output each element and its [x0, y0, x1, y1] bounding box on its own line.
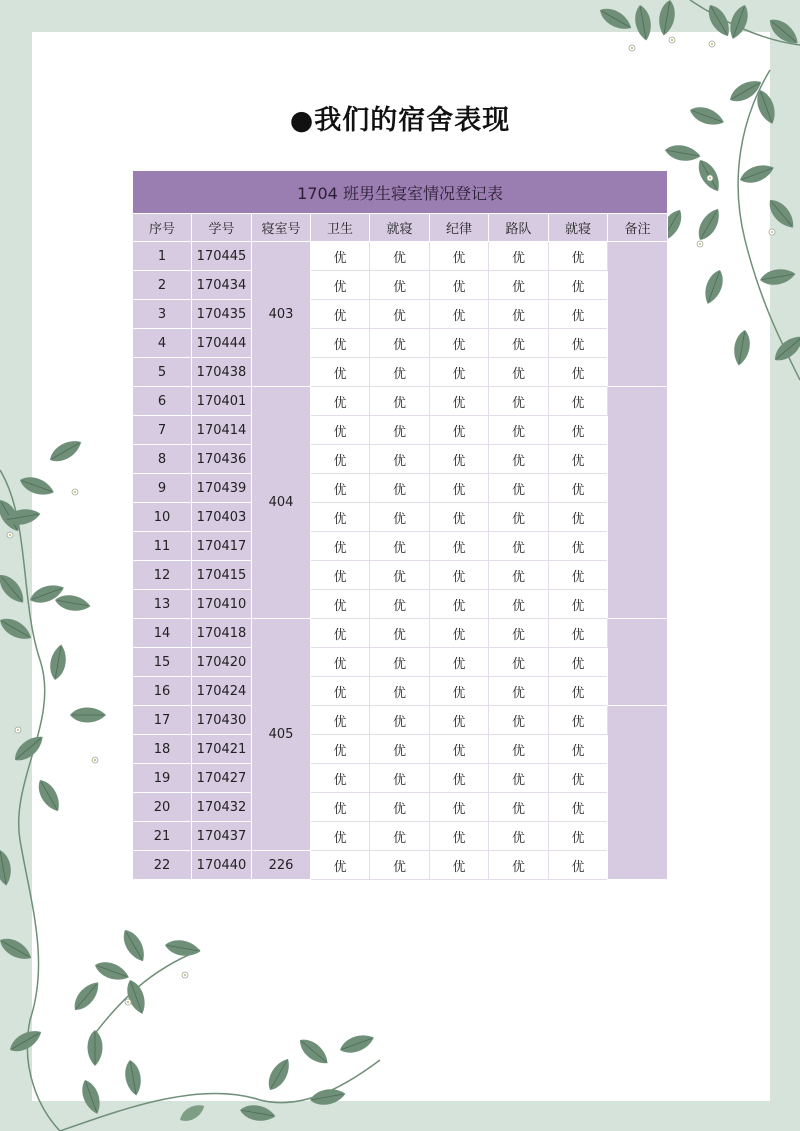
student-id-cell: 170432 [192, 793, 252, 822]
grade-cell: 优 [311, 677, 370, 706]
grade-cell: 优 [370, 851, 430, 880]
grade-cell: 优 [311, 242, 370, 271]
table-row [133, 329, 668, 358]
grade-cell: 优 [549, 242, 608, 271]
column-header: 备注 [608, 214, 668, 242]
grade-cell: 优 [311, 532, 370, 561]
table-row [133, 358, 668, 387]
table-row [133, 851, 668, 880]
grade-cell: 优 [311, 503, 370, 532]
student-id-cell: 170439 [192, 474, 252, 503]
table-row [133, 793, 668, 822]
seq-cell: 5 [133, 358, 192, 387]
table-row [133, 822, 668, 851]
grade-cell: 优 [489, 300, 549, 329]
column-header: 序号 [133, 214, 192, 242]
grade-cell: 优 [489, 329, 549, 358]
seq-cell: 1 [133, 242, 192, 271]
grade-cell: 优 [489, 561, 549, 590]
page-title: ●我们的宿舍表现 [289, 105, 511, 136]
grade-cell: 优 [489, 416, 549, 445]
student-id-cell: 170434 [192, 271, 252, 300]
table-row [133, 619, 668, 648]
grade-cell: 优 [370, 764, 430, 793]
grade-cell: 优 [489, 445, 549, 474]
grade-cell: 优 [311, 793, 370, 822]
student-id-cell: 170440 [192, 851, 252, 880]
grade-cell: 优 [549, 648, 608, 677]
seq-cell: 11 [133, 532, 192, 561]
grade-cell: 优 [311, 329, 370, 358]
student-id-cell: 170438 [192, 358, 252, 387]
grade-cell: 优 [549, 271, 608, 300]
student-id-cell: 170435 [192, 300, 252, 329]
grade-cell: 优 [489, 532, 549, 561]
seq-cell: 4 [133, 329, 192, 358]
grade-cell: 优 [549, 532, 608, 561]
grade-cell: 优 [370, 387, 430, 416]
note-cell [608, 706, 668, 880]
grade-cell: 优 [430, 851, 489, 880]
table-body [133, 242, 668, 880]
grade-cell: 优 [549, 677, 608, 706]
grade-cell: 优 [549, 416, 608, 445]
grade-cell: 优 [430, 300, 489, 329]
table-row [133, 300, 668, 329]
grade-cell: 优 [489, 706, 549, 735]
grade-cell: 优 [370, 242, 430, 271]
seq-cell: 3 [133, 300, 192, 329]
grade-cell: 优 [549, 329, 608, 358]
grade-cell: 优 [311, 358, 370, 387]
grade-cell: 优 [549, 445, 608, 474]
seq-cell: 7 [133, 416, 192, 445]
grade-cell: 优 [430, 735, 489, 764]
grade-cell: 优 [370, 677, 430, 706]
table-row [133, 271, 668, 300]
grade-cell: 优 [370, 474, 430, 503]
grade-cell: 优 [430, 677, 489, 706]
table-row [133, 561, 668, 590]
grade-cell: 优 [430, 329, 489, 358]
grade-cell: 优 [489, 619, 549, 648]
grade-cell: 优 [311, 648, 370, 677]
grade-cell: 优 [311, 735, 370, 764]
grade-cell: 优 [311, 822, 370, 851]
student-id-cell: 170414 [192, 416, 252, 445]
grade-cell: 优 [370, 416, 430, 445]
table-row [133, 590, 668, 619]
grade-cell: 优 [549, 358, 608, 387]
student-id-cell: 170410 [192, 590, 252, 619]
grade-cell: 优 [430, 271, 489, 300]
grade-cell: 优 [549, 793, 608, 822]
grade-cell: 优 [370, 271, 430, 300]
seq-cell: 16 [133, 677, 192, 706]
grade-cell: 优 [311, 474, 370, 503]
column-header: 就寝 [370, 214, 430, 242]
student-id-cell: 170421 [192, 735, 252, 764]
note-cell [608, 242, 668, 387]
grade-cell: 优 [489, 242, 549, 271]
student-id-cell: 170418 [192, 619, 252, 648]
seq-cell: 2 [133, 271, 192, 300]
grade-cell: 优 [311, 445, 370, 474]
grade-cell: 优 [549, 619, 608, 648]
student-id-cell: 170444 [192, 329, 252, 358]
grade-cell: 优 [489, 793, 549, 822]
table-row [133, 706, 668, 735]
grade-cell: 优 [370, 648, 430, 677]
grade-cell: 优 [430, 416, 489, 445]
grade-cell: 优 [370, 706, 430, 735]
student-id-cell: 170437 [192, 822, 252, 851]
grade-cell: 优 [370, 793, 430, 822]
header-row [133, 214, 668, 242]
grade-cell: 优 [549, 503, 608, 532]
grade-cell: 优 [370, 619, 430, 648]
student-id-cell: 170401 [192, 387, 252, 416]
grade-cell: 优 [549, 706, 608, 735]
grade-cell: 优 [370, 329, 430, 358]
grade-cell: 优 [370, 300, 430, 329]
column-header: 路队 [489, 214, 549, 242]
table-row [133, 474, 668, 503]
note-cell [608, 387, 668, 619]
grade-cell: 优 [311, 851, 370, 880]
room-cell: 404 [252, 387, 311, 619]
student-id-cell: 170424 [192, 677, 252, 706]
student-id-cell: 170427 [192, 764, 252, 793]
grade-cell: 优 [430, 532, 489, 561]
table-row [133, 445, 668, 474]
grade-cell: 优 [430, 445, 489, 474]
table-caption: 1704 班男生寝室情况登记表 [133, 171, 668, 214]
seq-cell: 8 [133, 445, 192, 474]
grade-cell: 优 [311, 764, 370, 793]
seq-cell: 20 [133, 793, 192, 822]
dorm-register-table [132, 170, 668, 880]
student-id-cell: 170445 [192, 242, 252, 271]
grade-cell: 优 [370, 358, 430, 387]
column-header: 卫生 [311, 214, 370, 242]
grade-cell: 优 [549, 561, 608, 590]
seq-cell: 12 [133, 561, 192, 590]
grade-cell: 优 [489, 764, 549, 793]
grade-cell: 优 [370, 503, 430, 532]
grade-cell: 优 [489, 648, 549, 677]
grade-cell: 优 [549, 387, 608, 416]
grade-cell: 优 [430, 822, 489, 851]
seq-cell: 21 [133, 822, 192, 851]
column-header: 寝室号 [252, 214, 311, 242]
student-id-cell: 170430 [192, 706, 252, 735]
grade-cell: 优 [489, 503, 549, 532]
table-row [133, 242, 668, 271]
seq-cell: 22 [133, 851, 192, 880]
room-cell: 226 [252, 851, 311, 880]
grade-cell: 优 [311, 300, 370, 329]
grade-cell: 优 [430, 648, 489, 677]
student-id-cell: 170436 [192, 445, 252, 474]
table-row [133, 503, 668, 532]
grade-cell: 优 [370, 445, 430, 474]
room-cell: 403 [252, 242, 311, 387]
column-header: 就寝 [549, 214, 608, 242]
grade-cell: 优 [489, 735, 549, 764]
grade-cell: 优 [430, 793, 489, 822]
column-header: 纪律 [430, 214, 489, 242]
grade-cell: 优 [311, 706, 370, 735]
note-cell [608, 619, 668, 706]
student-id-cell: 170417 [192, 532, 252, 561]
student-id-cell: 170415 [192, 561, 252, 590]
table-row [133, 387, 668, 416]
grade-cell: 优 [489, 271, 549, 300]
seq-cell: 17 [133, 706, 192, 735]
grade-cell: 优 [430, 706, 489, 735]
grade-cell: 优 [311, 416, 370, 445]
seq-cell: 10 [133, 503, 192, 532]
grade-cell: 优 [549, 590, 608, 619]
table-row [133, 677, 668, 706]
grade-cell: 优 [549, 300, 608, 329]
grade-cell: 优 [311, 561, 370, 590]
room-cell: 405 [252, 619, 311, 851]
grade-cell: 优 [489, 677, 549, 706]
grade-cell: 优 [489, 474, 549, 503]
grade-cell: 优 [370, 822, 430, 851]
grade-cell: 优 [311, 619, 370, 648]
grade-cell: 优 [430, 619, 489, 648]
seq-cell: 18 [133, 735, 192, 764]
grade-cell: 优 [489, 590, 549, 619]
seq-cell: 6 [133, 387, 192, 416]
grade-cell: 优 [311, 387, 370, 416]
grade-cell: 优 [549, 474, 608, 503]
grade-cell: 优 [430, 358, 489, 387]
table-row [133, 532, 668, 561]
table-row [133, 648, 668, 677]
grade-cell: 优 [370, 590, 430, 619]
grade-cell: 优 [370, 532, 430, 561]
grade-cell: 优 [489, 822, 549, 851]
grade-cell: 优 [430, 242, 489, 271]
grade-cell: 优 [430, 764, 489, 793]
grade-cell: 优 [549, 735, 608, 764]
grade-cell: 优 [430, 474, 489, 503]
table-row [133, 735, 668, 764]
grade-cell: 优 [489, 387, 549, 416]
grade-cell: 优 [430, 561, 489, 590]
grade-cell: 优 [430, 503, 489, 532]
table-row [133, 764, 668, 793]
seq-cell: 13 [133, 590, 192, 619]
grade-cell: 优 [549, 764, 608, 793]
grade-cell: 优 [549, 851, 608, 880]
grade-cell: 优 [311, 590, 370, 619]
grade-cell: 优 [370, 735, 430, 764]
column-header: 学号 [192, 214, 252, 242]
seq-cell: 9 [133, 474, 192, 503]
grade-cell: 优 [311, 271, 370, 300]
table-row [133, 416, 668, 445]
student-id-cell: 170420 [192, 648, 252, 677]
grade-cell: 优 [489, 851, 549, 880]
student-id-cell: 170403 [192, 503, 252, 532]
grade-cell: 优 [489, 358, 549, 387]
grade-cell: 优 [370, 561, 430, 590]
seq-cell: 15 [133, 648, 192, 677]
grade-cell: 优 [430, 387, 489, 416]
grade-cell: 优 [549, 822, 608, 851]
seq-cell: 19 [133, 764, 192, 793]
grade-cell: 优 [430, 590, 489, 619]
seq-cell: 14 [133, 619, 192, 648]
